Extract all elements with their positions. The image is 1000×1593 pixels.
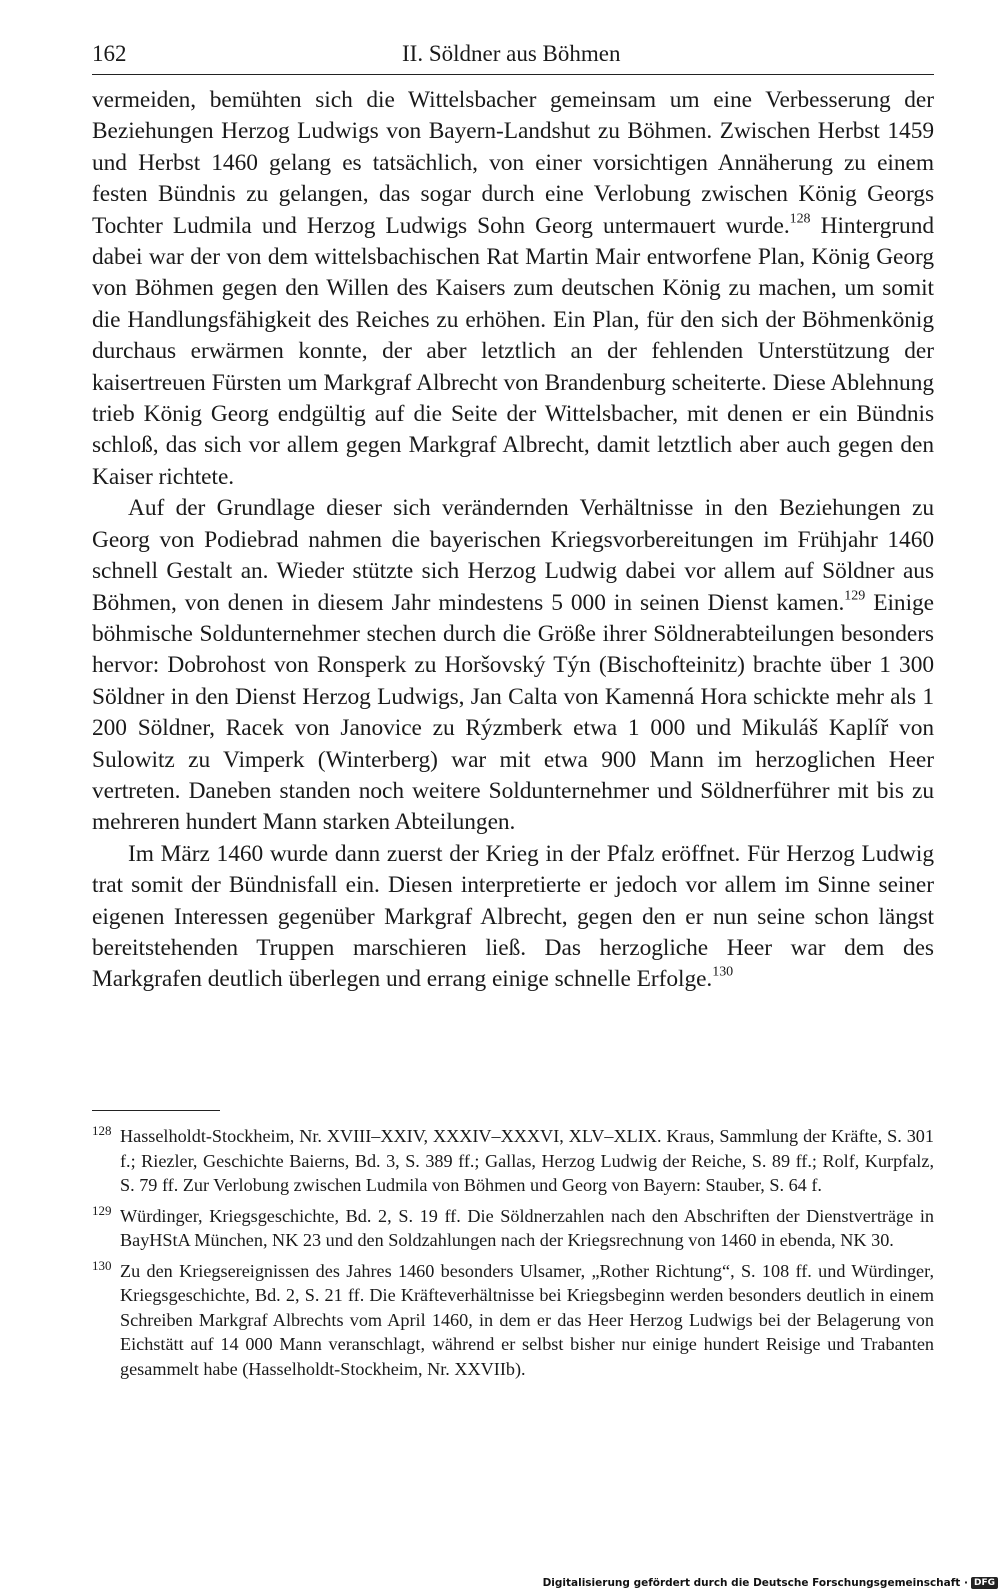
footnote-number: 129: [92, 1202, 112, 1218]
attribution-text: Digitalisierung gefördert durch die Deutsche Forschungsgemeinschaft ·: [542, 1577, 968, 1589]
paragraph-text-continued: Hintergrund dabei war der von dem wittelsbachischen Rat Martin Mair entworfene Plan, König Georg von Böhmen gegen den Willen des Kaisers zum deutschen König zu machen, um somit die Handlungsfähigkeit des Reiches zu erhöhen. Ein Plan, für den sich der Böhmenkönig durchaus erwärmen konnte, der aber letztlich an der fehlenden Unterstützung der kaisertreuen Fürsten um Markgraf Albrecht von Brandenburg scheiterte. Diese Ablehnung trieb König Georg endgültig auf die Seite der Wittelsbacher, mit denen er ein Bündnis schloß, das sich vor allem gegen Markgraf Albrecht, damit letztlich aber auch gegen den Kaiser richtete.: [92, 212, 934, 490]
paragraph: [92, 493, 934, 838]
footnote-separator: [92, 1110, 220, 1111]
body-text: [92, 85, 934, 996]
footnote-ref: 128: [789, 210, 811, 227]
paragraph-text: Auf der Grundlage dieser sich verändernden Verhältnisse in den Beziehungen zu Georg von Podiebrad nahmen die bayerischen Kriegsvorbereitungen im Frühjahr 1460 schnell Gestalt an. Wieder stützte sich Herzog Ludwig dabei vor allem auf Söldner aus Böhmen, von denen in diesem Jahr mindestens 5 000 in seinen Dienst kamen.: [92, 495, 934, 616]
book-page: [92, 40, 934, 996]
footnote: [92, 1204, 934, 1253]
footnote-ref: 129: [844, 586, 866, 603]
digitization-attribution: [543, 1577, 998, 1589]
paragraph-text: Im März 1460 wurde dann zuerst der Krieg in der Pfalz eröffnet. Für Herzog Ludwig trat somit der Bündnisfall ein. Diesen interpretierte er jedoch vor allem im Sinne seiner eigenen Interessen gegenüber Markgraf Albrecht, gegen den er nun seine schon längst bereitstehenden Truppen marschieren ließ. Das herzogliche Heer war dem des Markgrafen deutlich überlegen und errang einige schnelle Erfolge.: [92, 840, 934, 993]
footnote-number: 128: [92, 1123, 112, 1138]
footnote-text: Hasselholdt-Stockheim, Nr. XVIII–XXIV, XXXIV–XXXVI, XLV–XLIX. Kraus, Sammlung der Kräfte, S. 301 f.; Riezler, Geschichte Baierns, Bd. 3, S. 389 ff.; Gallas, Herzog Ludwig der Reiche, S. 89 ff.; Rolf, Kurpfalz, S. 79 ff. Zur Verlobung zwischen Ludmila von Böhmen und Georg von Bayern: Stauber, S. 64 f.: [120, 1126, 934, 1195]
footnote: [92, 1124, 934, 1198]
paragraph-text: vermeiden, bemühten sich die Wittelsbacher gemeinsam um eine Verbesserung der Beziehungen Herzog Ludwigs von Bayern-Landshut zu Böhmen. Zwischen Herbst 1459 und Herbst 1460 gelang es tatsächlich, von einer vorsichtigen Annäherung zu einem festen Bündnis zu gelangen, das sogar durch eine Verlobung zwischen König Georgs Tochter Ludmila und Herzog Ludwigs Sohn Georg untermauert wurde.: [92, 87, 934, 239]
footnote-text: Zu den Kriegsereignissen des Jahres 1460 besonders Ulsamer, „Rother Richtung“, S. 108 ff. und Würdinger, Kriegsgeschichte, Bd. 2, S. 21 ff. Die Kräfteverhältnisse bei Kriegsbeginn werden besonders deutlich in einem Schreiben Markgraf Albrechts vom April 1460, in dem er das Heer Herzog Ludwigs bei der Belagerung von Eichstätt auf 14 000 Mann veranschlagt, während er selbst bisher nur einige hundert Reisige und Trabanten gesammelt habe (Hasselholdt-Stockheim, Nr. XXVIIb).: [120, 1260, 934, 1379]
paragraph: [92, 85, 934, 493]
paragraph-text-continued: Einige böhmische Soldunternehmer stechen durch die Größe ihrer Söldnerabteilungen besonders hervor: Dobrohost von Ronsperk zu Horšovský Týn (Bischofteinitz) brachte über 1 300 Söldner in den Dienst Herzog Ludwigs, Jan Calta von Kamenná Hora schickte mehr als 1 200 Söldner, Racek von Janovice zu Rýzmberk etwa 1 000 und Mikuláš Kaplíř von Sulowitz zu Vimperk (Winterberg) war mit etwa 900 Mann im herzoglichen Heer vertreten. Daneben standen noch weitere Soldunternehmer und Söldnerführer mit bis zu mehreren hundert Mann starken Abteilungen.: [92, 589, 934, 836]
footnote: [92, 1259, 934, 1382]
page-number: 162: [92, 41, 127, 66]
footnote-ref: 130: [712, 963, 734, 980]
footnote-text: Würdinger, Kriegsgeschichte, Bd. 2, S. 19 ff. Die Söldnerzahlen nach den Abschriften der Dienstverträge in BayHStA München, NK 23 und den Soldzahlungen nach der Kriegsrechnung von 1460 in ebenda, NK 30.: [120, 1205, 934, 1250]
dfg-logo: DFG: [971, 1577, 998, 1589]
paragraph: [92, 839, 934, 996]
running-head: [92, 40, 934, 75]
footnotes: [92, 1124, 934, 1387]
running-title: II. Söldner aus Böhmen: [402, 41, 621, 66]
footnote-number: 130: [92, 1257, 112, 1273]
